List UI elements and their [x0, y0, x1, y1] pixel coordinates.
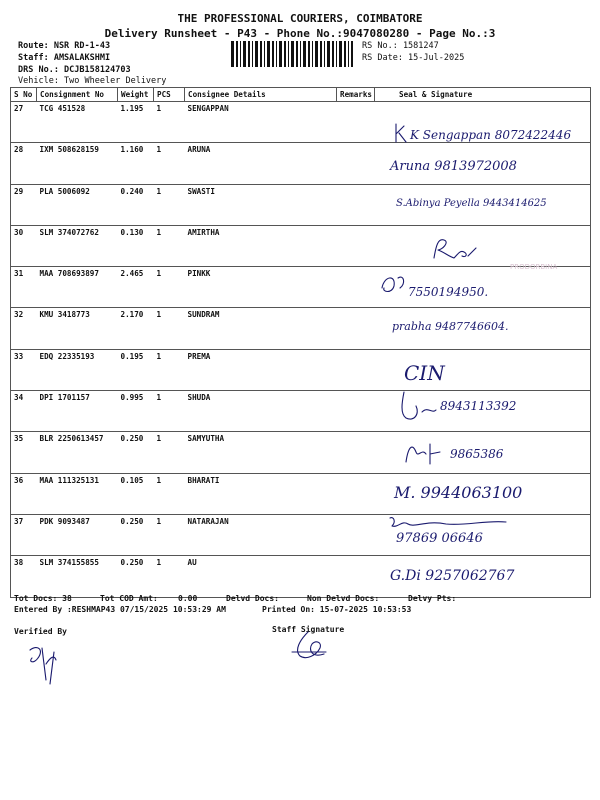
barcode-bar — [291, 41, 294, 67]
verified-by-label: Verified By — [14, 627, 67, 636]
stamp-text: PRODORBINA — [510, 263, 558, 271]
vehicle-label: Vehicle: Two Wheeler Delivery — [18, 76, 167, 86]
row-pcs: 1 — [154, 267, 185, 308]
rs-date: RS Date: 15-Jul-2025 — [362, 53, 465, 63]
delivered-docs: Delvd Docs: — [226, 594, 279, 603]
row-remarks — [337, 225, 375, 266]
row-remarks — [337, 349, 375, 390]
row-sno: 35 — [11, 432, 37, 473]
row-consignment: IXM 508628159 — [37, 143, 118, 184]
row-sno: 29 — [11, 184, 37, 225]
total-docs: Tot Docs: 38 — [14, 594, 72, 603]
row-consignee: AMIRTHA — [185, 225, 337, 266]
signature-29 — [394, 190, 590, 226]
row-consignee: SWASTI — [185, 184, 337, 225]
barcode-bar — [264, 41, 265, 67]
row-weight: 0.250 — [118, 432, 154, 473]
row-consignee: AU — [185, 556, 337, 597]
col-sno: S No — [11, 88, 37, 102]
signature-28 — [388, 152, 588, 182]
barcode-bar — [296, 41, 298, 67]
row-consignee: SENGAPPAN — [185, 102, 337, 143]
barcode-bar — [267, 41, 270, 67]
row-remarks — [337, 473, 375, 514]
entered-by: Entered By :RESHMAP43 07/15/2025 10:53:29 AM — [14, 605, 226, 614]
rs-number: RS No.: 1581247 — [362, 41, 439, 51]
row-pcs: 1 — [154, 473, 185, 514]
barcode-bar — [260, 41, 262, 67]
row-weight: 1.195 — [118, 102, 154, 143]
signature-30 — [430, 232, 490, 266]
row-consignment: TCG 451528 — [37, 102, 118, 143]
total-cod-label: Tot COD Amt: — [100, 594, 158, 603]
barcode-bar — [236, 41, 238, 67]
barcode-bar — [300, 41, 301, 67]
col-consignee: Consignee Details — [185, 88, 337, 102]
barcode-bar — [339, 41, 342, 67]
row-consignee: NATARAJAN — [185, 514, 337, 555]
svg-text:7550194950.: 7550194950. — [408, 285, 489, 299]
row-consignee: ARUNA — [185, 143, 337, 184]
row-remarks — [337, 556, 375, 597]
row-consignment: EDQ 22335193 — [37, 349, 118, 390]
row-weight: 2.170 — [118, 308, 154, 349]
barcode-bar — [327, 41, 330, 67]
row-consignee: SAMYUTHA — [185, 432, 337, 473]
signature-34 — [398, 388, 568, 428]
row-consignee: PREMA — [185, 349, 337, 390]
signature-38 — [388, 558, 588, 592]
barcode-bar — [348, 41, 349, 67]
table-row — [11, 349, 591, 390]
drs-label: DRS No.: DCJB158124703 — [18, 65, 131, 75]
verifier-signature — [24, 640, 84, 690]
row-consignment: BLR 2250613457 — [37, 432, 118, 473]
svg-text:CIN: CIN — [404, 361, 445, 385]
route-label: Route: NSR RD-1-43 — [18, 41, 111, 51]
row-sno: 34 — [11, 391, 37, 432]
row-consignee: BHARATI — [185, 473, 337, 514]
barcode-bar — [276, 41, 277, 67]
row-pcs: 1 — [154, 556, 185, 597]
row-remarks — [337, 143, 375, 184]
row-remarks — [337, 102, 375, 143]
row-remarks — [337, 308, 375, 349]
row-consignment: MAA 708693897 — [37, 267, 118, 308]
col-pcs: PCS — [154, 88, 185, 102]
svg-text:8943113392: 8943113392 — [440, 399, 517, 413]
delivery-points: Delvy Pts: — [408, 594, 457, 603]
row-remarks — [337, 267, 375, 308]
company-title: THE PROFESSIONAL COURIERS, COIMBATORE — [177, 12, 423, 25]
row-consignment: PDK 9093487 — [37, 514, 118, 555]
svg-text:9865386: 9865386 — [450, 447, 504, 461]
barcode-bar — [252, 41, 253, 67]
signature-36 — [392, 474, 592, 510]
barcode-bar — [312, 41, 313, 67]
barcode-bar — [344, 41, 346, 67]
row-consignee: SUNDRAM — [185, 308, 337, 349]
barcode-bar — [308, 41, 310, 67]
row-pcs: 1 — [154, 102, 185, 143]
row-weight: 0.130 — [118, 225, 154, 266]
signature-35 — [400, 432, 590, 472]
staff-signature — [286, 630, 336, 664]
row-consignment: DPI 1701157 — [37, 391, 118, 432]
barcode — [231, 41, 353, 67]
row-pcs: 1 — [154, 308, 185, 349]
signature-33 — [402, 356, 482, 388]
row-pcs: 1 — [154, 349, 185, 390]
barcode-bar — [332, 41, 334, 67]
barcode-bar — [284, 41, 286, 67]
barcode-bar — [288, 41, 289, 67]
row-weight: 2.465 — [118, 267, 154, 308]
row-sno: 27 — [11, 102, 37, 143]
barcode-bar — [351, 41, 353, 67]
row-weight: 0.250 — [118, 514, 154, 555]
runsheet-subtitle: Delivery Runsheet - P43 - Phone No.:9047080280 - Page No.:3 — [104, 27, 496, 40]
row-consignee: PINKK — [185, 267, 337, 308]
barcode-bar — [231, 41, 234, 67]
row-remarks — [337, 514, 375, 555]
svg-text:M. 9944063100: M. 9944063100 — [394, 483, 523, 502]
barcode-bar — [279, 41, 282, 67]
row-remarks — [337, 391, 375, 432]
row-consignee: SHUDA — [185, 391, 337, 432]
barcode-bar — [315, 41, 318, 67]
row-sno: 28 — [11, 143, 37, 184]
svg-text:G.Di 9257062767: G.Di 9257062767 — [390, 568, 515, 584]
row-pcs: 1 — [154, 391, 185, 432]
barcode-bar — [243, 41, 246, 67]
signature-27 — [390, 120, 590, 150]
row-sno: 38 — [11, 556, 37, 597]
printed-on: Printed On: 15-07-2025 10:53:53 — [262, 605, 412, 614]
col-remarks: Remarks — [337, 88, 375, 102]
row-consignment: SLM 374155855 — [37, 556, 118, 597]
table-row — [11, 225, 591, 266]
row-consignment: KMU 3418773 — [37, 308, 118, 349]
signature-32 — [390, 312, 570, 342]
signature-31 — [378, 268, 578, 302]
svg-text:prabha 9487746604.: prabha 9487746604. — [392, 320, 509, 333]
col-weight: Weight — [118, 88, 154, 102]
staff-signature-label: Staff Signature — [272, 625, 345, 634]
barcode-bar — [303, 41, 306, 67]
barcode-bar — [336, 41, 337, 67]
row-pcs: 1 — [154, 514, 185, 555]
row-weight: 1.160 — [118, 143, 154, 184]
barcode-bar — [320, 41, 322, 67]
svg-text:Aruna 9813972008: Aruna 9813972008 — [390, 159, 517, 174]
barcode-bar — [248, 41, 250, 67]
row-weight: 0.240 — [118, 184, 154, 225]
row-weight: 0.250 — [118, 556, 154, 597]
row-consignment: SLM 374072762 — [37, 225, 118, 266]
row-remarks — [337, 432, 375, 473]
row-sno: 31 — [11, 267, 37, 308]
row-sno: 32 — [11, 308, 37, 349]
row-sno: 33 — [11, 349, 37, 390]
svg-text:S.Abinya Peyella 9443414625: S.Abinya Peyella 9443414625 — [396, 198, 547, 209]
svg-text:K Sengappan 8072422446: K Sengappan 8072422446 — [410, 128, 572, 142]
row-sno: 36 — [11, 473, 37, 514]
row-weight: 0.105 — [118, 473, 154, 514]
barcode-bar — [324, 41, 325, 67]
row-pcs: 1 — [154, 432, 185, 473]
col-seal-signature: Seal & Signature — [375, 88, 591, 102]
staff-label: Staff: AMSALAKSHMI — [18, 53, 111, 63]
row-consignment: MAA 111325131 — [37, 473, 118, 514]
row-pcs: 1 — [154, 184, 185, 225]
row-pcs: 1 — [154, 143, 185, 184]
row-sno: 30 — [11, 225, 37, 266]
barcode-bar — [272, 41, 274, 67]
row-remarks — [337, 184, 375, 225]
non-delivered-docs: Non Delvd Docs: — [307, 594, 380, 603]
row-weight: 0.995 — [118, 391, 154, 432]
col-consignment: Consignment No — [37, 88, 118, 102]
row-consignment: PLA 5006092 — [37, 184, 118, 225]
barcode-bar — [240, 41, 241, 67]
total-cod-amount: 0.00 — [178, 594, 198, 603]
barcode-bar — [255, 41, 258, 67]
svg-text:97869 06646: 97869 06646 — [396, 531, 483, 546]
row-pcs: 1 — [154, 225, 185, 266]
signature-37 — [386, 512, 586, 548]
row-weight: 0.195 — [118, 349, 154, 390]
row-sno: 37 — [11, 514, 37, 555]
